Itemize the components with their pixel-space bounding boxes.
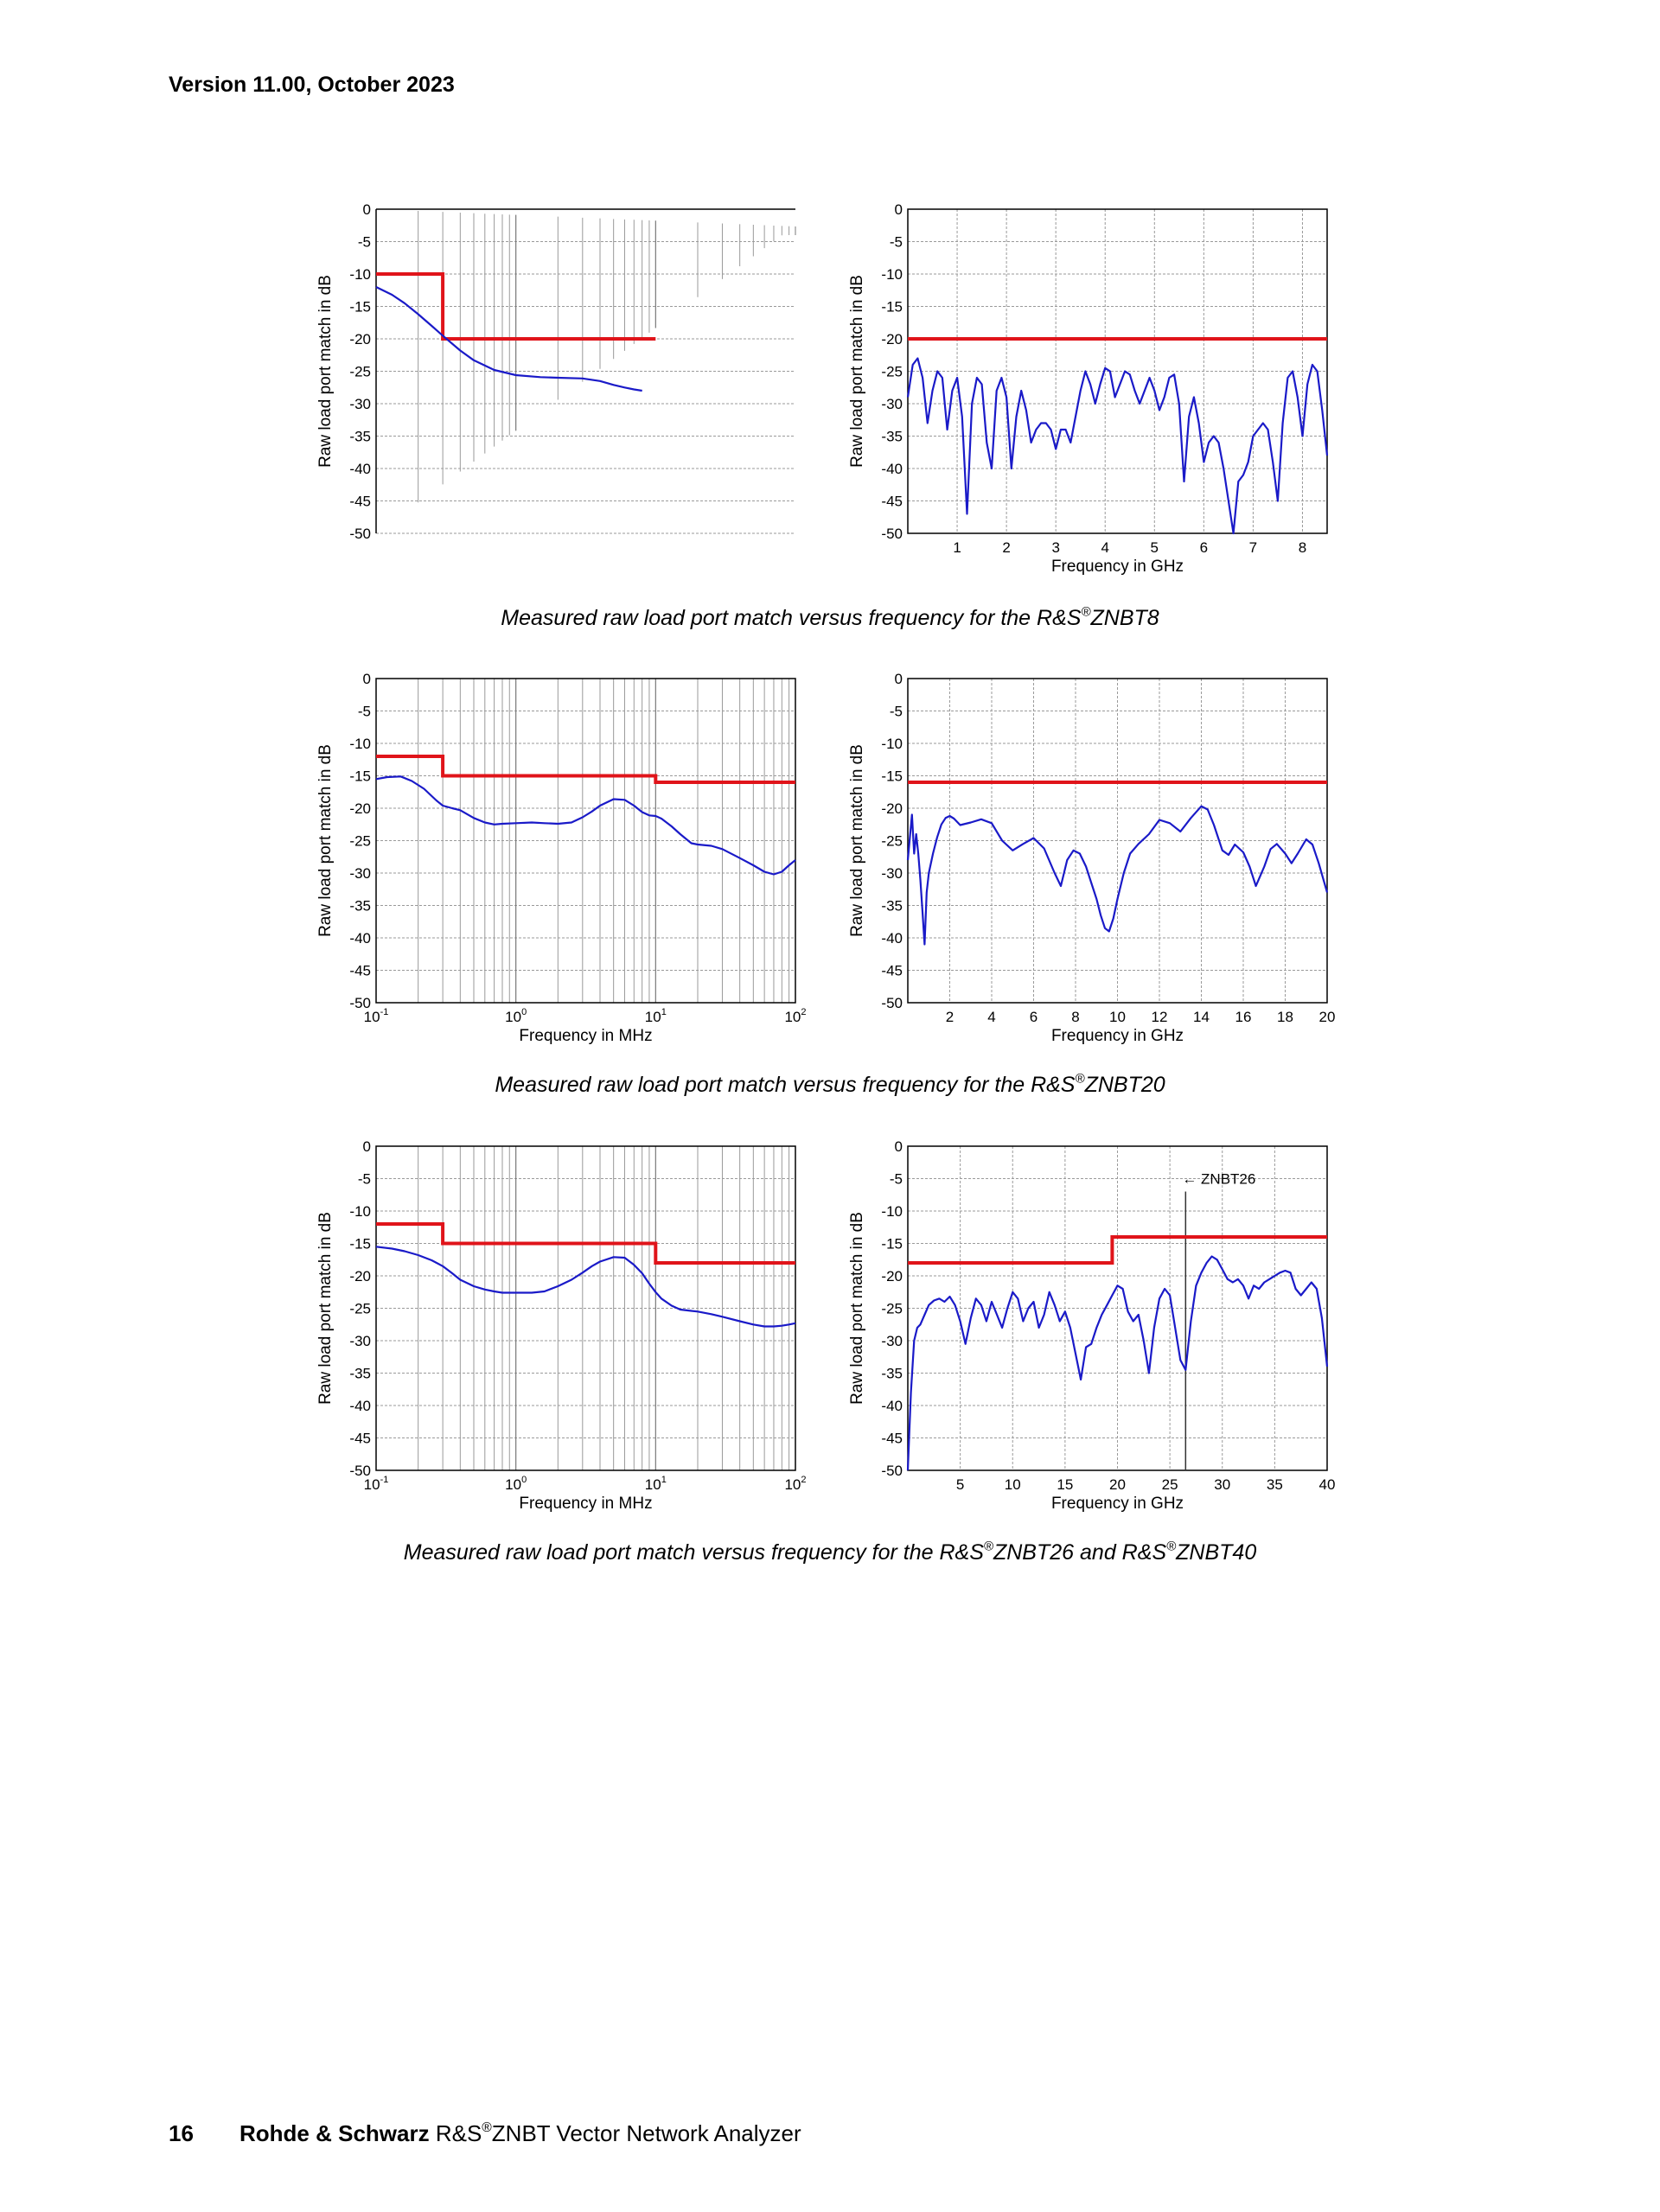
x-axis-label: Frequency in MHz <box>519 1495 653 1513</box>
x-axis-label: Frequency in GHz <box>1050 1495 1184 1513</box>
y-tick-label: -20 <box>349 1268 371 1284</box>
y-tick-label: -30 <box>881 865 903 882</box>
y-tick-label: -50 <box>881 526 903 542</box>
y-tick-label: -25 <box>881 1300 903 1317</box>
y-tick-label: -35 <box>881 428 903 445</box>
x-tick-label: 4 <box>987 1009 996 1025</box>
caption-text: Measured raw load port match versus frequency for the R&S <box>501 606 1082 630</box>
y-tick-label: -15 <box>881 1235 903 1253</box>
spec-limit-line <box>376 756 795 782</box>
x-tick-label: $10^1$ <box>644 1475 667 1493</box>
x-tick-label: 10 <box>1004 1476 1021 1493</box>
y-tick-label: -25 <box>349 832 371 850</box>
x-axis-label: Frequency in MHz <box>519 1027 653 1045</box>
caption-text: ZNBT26 and R&S <box>993 1540 1167 1565</box>
y-tick-label: 0 <box>362 671 371 687</box>
y-tick-label: -15 <box>349 298 371 316</box>
y-tick-label: -45 <box>349 493 371 510</box>
x-tick-label: 2 <box>945 1009 954 1025</box>
chart-znbt20-mhz <box>311 661 813 1059</box>
y-tick-label: -40 <box>349 930 371 947</box>
footer-product-sup: ® <box>482 2120 492 2136</box>
caption-sup: ® <box>1081 604 1091 620</box>
y-tick-label: -35 <box>349 897 371 915</box>
y-tick-label: -30 <box>881 1333 903 1349</box>
y-tick-label: -10 <box>349 736 371 752</box>
y-tick-label: -5 <box>357 703 371 720</box>
y-tick-label: -35 <box>349 428 371 445</box>
y-tick-label: -45 <box>349 962 371 979</box>
x-tick-label: 8 <box>1071 1009 1080 1025</box>
chart-znbt40-ghz <box>843 1129 1344 1527</box>
y-tick-label: -35 <box>349 1365 371 1382</box>
y-tick-label: -35 <box>881 897 903 915</box>
y-tick-label: -5 <box>357 1170 371 1188</box>
y-tick-label: 0 <box>362 1138 371 1155</box>
caption-sup: ® <box>1075 1071 1085 1087</box>
x-tick-label: $10^2$ <box>784 1475 807 1493</box>
x-tick-label: $10^0$ <box>505 1007 527 1025</box>
chart-znbt8-ghz <box>843 192 1344 590</box>
y-tick-label: -45 <box>881 1430 903 1447</box>
caption-sup: ® <box>983 1539 993 1554</box>
y-tick-label: -25 <box>349 363 371 380</box>
footer-product-pre: R&S <box>435 2120 482 2146</box>
caption-sup: ® <box>1166 1539 1177 1554</box>
y-tick-label: -10 <box>349 1203 371 1220</box>
y-tick-label: -30 <box>349 1333 371 1349</box>
y-tick-label: 0 <box>894 1138 903 1155</box>
x-tick-label: 25 <box>1161 1476 1178 1493</box>
caption-znbt20 <box>0 1073 1660 1098</box>
y-axis-label: Raw load port match in dB <box>316 275 335 468</box>
y-tick-label: -15 <box>349 1235 371 1253</box>
caption-znbt8 <box>0 606 1660 631</box>
x-tick-label: 6 <box>1029 1009 1038 1025</box>
chart-znbt40-mhz <box>311 1129 813 1527</box>
x-tick-label: 35 <box>1266 1476 1283 1493</box>
x-tick-label: 2 <box>1002 539 1011 556</box>
caption-text: ZNBT20 <box>1084 1073 1165 1097</box>
y-tick-label: -30 <box>349 865 371 882</box>
x-tick-label: 15 <box>1057 1476 1074 1493</box>
caption-text: ZNBT40 <box>1176 1540 1257 1565</box>
y-tick-label: -45 <box>881 493 903 510</box>
x-tick-label: 5 <box>955 1476 965 1493</box>
x-tick-label: $10^0$ <box>505 1475 527 1493</box>
y-axis-label: Raw load port match in dB <box>316 744 335 937</box>
znbt26-marker-label: ← ZNBT26 <box>1182 1170 1256 1188</box>
y-tick-label: -20 <box>349 331 371 347</box>
x-tick-label: 8 <box>1298 539 1307 556</box>
y-tick-label: -40 <box>881 461 903 477</box>
y-tick-label: -50 <box>349 526 371 542</box>
x-tick-label: $10^1$ <box>644 1007 667 1025</box>
x-tick-label: 16 <box>1235 1009 1252 1025</box>
y-axis-label: Raw load port match in dB <box>848 1212 866 1405</box>
chart-znbt8-mhz <box>311 192 813 551</box>
y-tick-label: -5 <box>357 233 371 251</box>
x-tick-label: 12 <box>1151 1009 1168 1025</box>
caption-znbt26-40 <box>0 1540 1660 1565</box>
footer-product-post: ZNBT Vector Network Analyzer <box>491 2120 801 2146</box>
y-tick-label: -30 <box>349 396 371 412</box>
y-tick-label: -20 <box>881 1268 903 1284</box>
y-tick-label: -10 <box>881 266 903 283</box>
page-number: 16 <box>169 2120 194 2146</box>
y-tick-label: -50 <box>349 995 371 1011</box>
y-tick-label: -5 <box>889 703 903 720</box>
y-tick-label: -10 <box>881 1203 903 1220</box>
x-tick-label: $10^{-1}$ <box>363 1007 389 1025</box>
y-tick-label: -30 <box>881 396 903 412</box>
y-tick-label: 0 <box>894 201 903 218</box>
x-tick-label: 4 <box>1101 539 1109 556</box>
y-tick-label: 0 <box>362 201 371 218</box>
y-tick-label: -25 <box>349 1300 371 1317</box>
x-tick-label: $10^{-1}$ <box>363 1475 389 1493</box>
x-tick-label: 30 <box>1214 1476 1231 1493</box>
y-tick-label: -15 <box>881 298 903 316</box>
y-tick-label: -50 <box>349 1463 371 1479</box>
measured-series-line <box>908 359 1327 534</box>
caption-text: ZNBT8 <box>1090 606 1159 630</box>
y-tick-label: 0 <box>894 671 903 687</box>
x-tick-label: 14 <box>1193 1009 1210 1025</box>
y-tick-label: -35 <box>881 1365 903 1382</box>
caption-text: Measured raw load port match versus frequency for the R&S <box>403 1540 984 1565</box>
caption-text: Measured raw load port match versus frequency for the R&S <box>495 1073 1076 1097</box>
y-tick-label: -40 <box>349 1398 371 1414</box>
x-tick-label: 10 <box>1109 1009 1126 1025</box>
x-tick-label: 18 <box>1277 1009 1293 1025</box>
y-axis-label: Raw load port match in dB <box>848 275 866 468</box>
y-tick-label: -45 <box>881 962 903 979</box>
x-tick-label: 1 <box>953 539 961 556</box>
measured-series-line <box>376 776 795 874</box>
y-tick-label: -25 <box>881 832 903 850</box>
y-tick-label: -50 <box>881 1463 903 1479</box>
y-tick-label: -10 <box>349 266 371 283</box>
x-tick-label: 20 <box>1318 1009 1336 1025</box>
y-tick-label: -20 <box>881 331 903 347</box>
y-tick-label: -15 <box>349 768 371 785</box>
x-tick-label: 6 <box>1199 539 1209 556</box>
y-tick-label: -5 <box>889 1170 903 1188</box>
x-tick-label: 40 <box>1318 1476 1336 1493</box>
y-tick-label: -15 <box>881 768 903 785</box>
y-tick-label: -40 <box>349 461 371 477</box>
y-tick-label: -25 <box>881 363 903 380</box>
y-tick-label: -20 <box>881 800 903 817</box>
x-tick-label: 3 <box>1051 539 1060 556</box>
y-tick-label: -20 <box>349 800 371 817</box>
x-tick-label: 5 <box>1150 539 1159 556</box>
y-axis-label: Raw load port match in dB <box>316 1212 335 1405</box>
footer-product <box>436 2120 801 2146</box>
x-tick-label: 20 <box>1109 1476 1126 1493</box>
x-tick-label: $10^2$ <box>784 1007 807 1025</box>
measured-series-line <box>376 1246 795 1326</box>
footer-brand: Rohde & Schwarz <box>239 2120 430 2146</box>
x-axis-label: Frequency in GHz <box>1050 558 1184 576</box>
chart-znbt20-ghz <box>843 661 1344 1059</box>
y-tick-label: -5 <box>889 233 903 251</box>
y-tick-label: -40 <box>881 1398 903 1414</box>
page-footer <box>169 2120 801 2147</box>
x-axis-label: Frequency in GHz <box>1050 1027 1184 1045</box>
y-tick-label: -45 <box>349 1430 371 1447</box>
y-tick-label: -40 <box>881 930 903 947</box>
page-header: Version 11.00, October 2023 <box>169 73 455 97</box>
y-axis-label: Raw load port match in dB <box>848 744 866 937</box>
y-tick-label: -50 <box>881 995 903 1011</box>
x-tick-label: 7 <box>1248 539 1258 556</box>
y-tick-label: -10 <box>881 736 903 752</box>
